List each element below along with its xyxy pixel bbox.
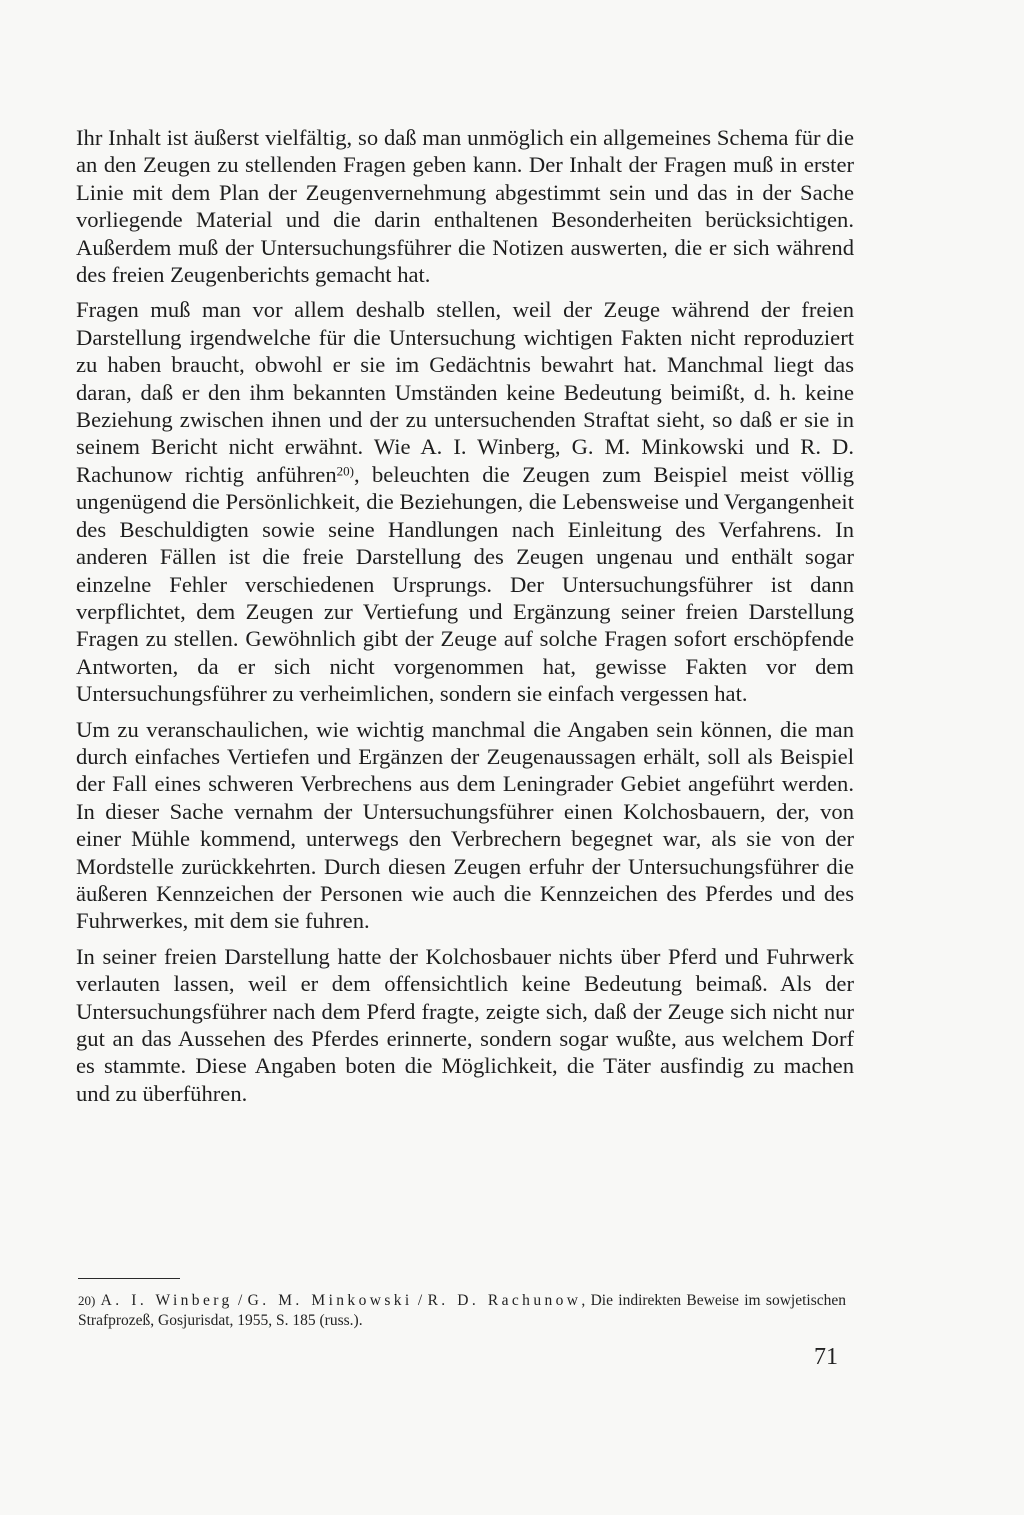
footnote-separator: / — [412, 1292, 428, 1309]
footnote — [78, 1291, 846, 1330]
paragraph — [76, 296, 854, 707]
footnote-mark: 20) — [78, 1293, 96, 1308]
paragraph: In seiner freien Darstellung hatte der Kolchosbauer nichts über Pferd und Fuhrwerk verlauten lassen, weil er dem offensichtlich keine Bedeutung beimaß. Als der Untersuchungsführer nach dem Pferd fragte, zeigte sich, daß der Zeuge sich nicht nur gut an das Aussehen des Pferdes erinnerte, sondern sogar wußte, aus welchem Dorf es stammte. Diese Angaben boten die Möglichkeit, die Täter ausfindig zu machen und zu überführen. — [76, 943, 854, 1106]
paragraph: Ihr Inhalt ist äußerst vielfältig, so daß man unmöglich ein allgemeines Schema für die an den Zeugen zu stellenden Fragen geben kann. Der Inhalt der Fragen muß in erster Linie mit dem Plan der Zeugenvernehmung abgestimmt sein und das in der Sache vorliegende Material und die darin enthaltenen Besonderheiten berücksichtigen. Außerdem muß der Untersuchungsführer die Notizen auswerten, die er sich während des freien Zeugenberichts gemacht hat. — [76, 125, 854, 288]
footnote-divider — [78, 1278, 180, 1279]
footnote-author: G. M. Minkowski — [247, 1292, 413, 1309]
footnote-citation: , Die indirekten Beweise im sowjetischen Strafprozeß, Gosjurisdat, 1955, S. 185 (russ.). — [78, 1292, 846, 1329]
footnote-reference: 20) — [336, 463, 354, 479]
footnote-author: R. D. Rachunow — [427, 1292, 582, 1309]
paragraph-text: , beleuchten die Zeugen zum Beispiel meist völlig ungenügend die Persönlichkeit, die Beziehungen, die Lebensweise und Vergangenheit des Beschuldigten sowie seine Handlungen nach Einleitung des Verfahrens. In anderen Fällen ist die freie Darstellung des Zeugen ungenau und enthält sogar einzelne Fehler verschiedenen Ursprungs. Der Untersuchungsführer ist dann verpflichtet, dem Zeugen zur Vertiefung und Ergänzung seiner freien Darstellung Fragen zu stellen. Gewöhnlich gibt der Zeuge auf solche Fragen sofort erschöpfende Antworten, da er sich nicht vorgenommen hat, gewisse Fakten vor dem Untersuchungsführer zu verheimlichen, sondern sie einfach vergessen hat. — [76, 461, 855, 707]
paragraph: Um zu veranschaulichen, wie wichtig manchmal die Angaben sein können, die man durch einfaches Vertiefen und Ergänzen der Zeugenaussagen erhält, soll als Beispiel der Fall eines schweren Verbrechens aus dem Leningrader Gebiet angeführt werden. In dieser Sache vernahm der Untersuchungsführer einen Kolchosbauern, der, von einer Mühle kommend, unterwegs den Verbrechern begegnet war, als sie von der Mordstelle zurückkehrten. Durch diesen Zeugen erfuhr der Untersuchungsführer die äußeren Kennzeichen der Personen wie auch die Kennzeichen des Pferdes und des Fuhrwerkes, mit dem sie fuhren. — [76, 716, 854, 934]
footnote-author: A. I. Winberg — [100, 1292, 233, 1309]
paragraph-text: Fragen muß man vor allem deshalb stellen, weil der Zeuge während der freien Darstellung irgendwelche für die Untersuchung wichtigen Fakten nicht reproduziert zu haben braucht, obwohl er sie im Gedächtnis bewahrt hat. Manchmal liegt das daran, daß er den ihm bekannten Umständen keine Bedeutung beimißt, d. h. keine Beziehung zwischen ihnen und der zu untersuchenden Straftat sieht, so daß er sie in seinem Bericht nicht erwähnt. Wie A. I. Winberg, G. M. Minkowski und R. D. Rachunow richtig anführen — [76, 297, 854, 487]
body-text — [76, 124, 854, 1115]
page-number: 71 — [814, 1344, 838, 1370]
footnote-separator: / — [232, 1292, 248, 1309]
